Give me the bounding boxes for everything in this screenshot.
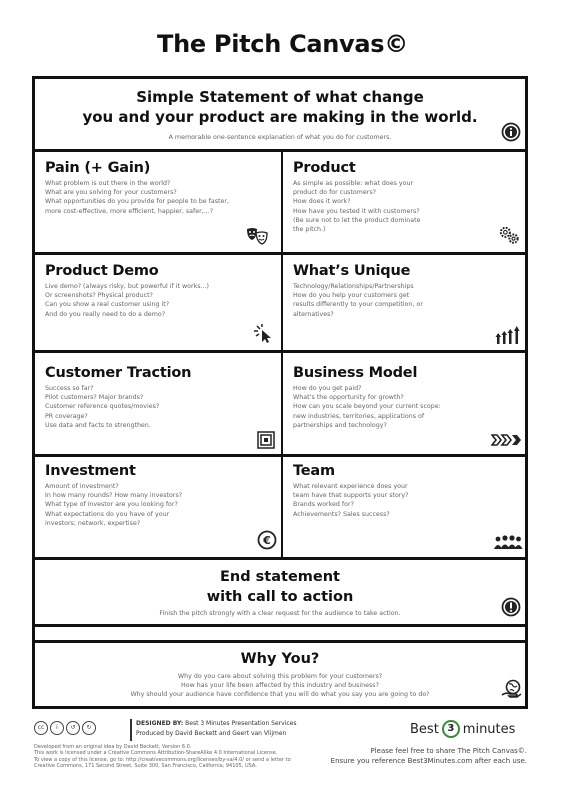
cell-title: Business Model [293,365,418,381]
divider [35,557,525,560]
footer-divider [130,719,132,741]
statement-line1: Simple Statement of what change [136,88,424,106]
cell-line: What type of investor are you looking for? [45,501,178,509]
designed-value: Best 3 Minutes Presentation Services [185,720,297,727]
gears-icon [497,225,521,245]
cell-line: What problem is out there in the world? [45,180,171,187]
cell-line: In how many rounds? How many investors? [45,492,183,500]
cell-line: What expectations do you have of your [45,510,170,518]
globe-hand-icon [501,679,523,699]
brand-logo [410,720,515,738]
why-section [35,649,525,699]
divider [35,454,525,457]
cell-title: Customer Traction [45,365,192,381]
forward-arrows-icon [491,432,523,446]
cell-line: new industries, territories, applications of [293,412,425,420]
cell-line: What are you solving for your customers? [45,189,177,197]
why-line: Why should your audience have confidence that you will do what you say you are going to do? [130,691,430,698]
cell-line: investors; network, expertise? [45,519,141,527]
license-line: This work is licensed under a Creative Commons Attribution-ShareAlike 4.0 International License. [34,750,278,757]
cell-title: Product [293,160,356,176]
share-icon: ↻ [82,721,96,735]
cell-line: alternatives? [293,310,334,318]
cell-line: Live demo? (always risky, but powerful if it works...) [45,283,209,290]
euro-coin-icon [257,530,277,550]
cell-unique [293,262,521,319]
cell-team [293,462,521,519]
cell-line: Customer reference quotes/movies? [45,403,160,411]
info-icon [501,122,521,142]
license-line: To view a copy of this license, go to: http://creativecommons.org/licenses/by-sa/4.0/ or send a letter to [34,756,291,763]
theatre-masks-icon [245,226,269,246]
exclamation-icon [501,597,521,617]
cell-line: PR coverage? [45,412,88,420]
cell-line: Amount of investment? [45,483,119,490]
column-divider [281,152,283,557]
cell-title: Product Demo [45,263,159,279]
cell-line: How do you help your customers get [293,292,410,300]
cell-title: What’s Unique [293,263,411,279]
cell-line: What relevant experience does your [293,483,408,490]
cell-line: Success so far? [45,385,94,392]
share-note [331,746,527,766]
divider [35,350,525,353]
cell-title: Team [293,463,335,479]
cell-line: How can you scale beyond your current scope: [293,403,441,411]
cell-pain [45,159,277,216]
statement-section [35,87,525,142]
why-line: Why do you care about solving this problem for your customers? [177,673,383,680]
target-square-icon [257,431,275,449]
license-line: Developed from an original idea by David Beckett, Version 6.0. [34,744,192,750]
share-line: Please feel free to share The Pitch Canvas©. [370,747,527,755]
cell-traction [45,364,277,430]
why-line: How has your life been affected by this industry and business? [181,682,379,689]
cell-line: What’s the opportunity for growth? [293,394,404,402]
cell-line: Pilot customers? Major brands? [45,394,144,402]
brand-right: minutes [462,721,516,737]
cell-line: Or screenshots? Physical product? [45,292,153,300]
statement-sub: A memorable one-sentence explanation of what you do for customers. [168,134,392,141]
cell-title: Pain (+ Gain) [45,160,151,176]
cell-business [293,364,521,430]
cell-demo [45,262,277,319]
divider [35,640,525,643]
cell-line: How does it work? [293,198,351,206]
cell-line: the pitch.) [293,226,326,234]
cell-line: Use data and facts to strengthen. [45,421,151,429]
brand-left: Best [410,721,439,737]
license-icons [34,721,96,735]
brand-number: 3 [442,720,460,738]
people-group-icon [493,534,523,550]
cell-line: What opportunities do you provide for people to be faster, [45,198,229,206]
cell-line: Can you show a real customer using it? [45,301,170,309]
cell-title: Investment [45,463,136,479]
cell-line: How do you get paid? [293,385,362,392]
designed-label: DESIGNED BY: [136,720,184,727]
divider [35,624,525,627]
cell-line: As simple as possible: what does your [293,180,414,187]
cell-line: Achievements? Sales success? [293,510,390,518]
svg-text:€: € [263,534,271,547]
why-title: Why You? [240,651,320,667]
share-line: Ensure you reference Best3Minutes.com after each use. [330,757,527,765]
canvas-frame [32,76,528,709]
cell-line: Technology/Relationships/Partnerships [293,283,414,290]
cell-line: partnerships and technology? [293,421,387,429]
sharealike-icon: ↺ [66,721,80,735]
designed-by [136,720,296,727]
divider [35,252,525,255]
end-line1: End statement [220,569,340,585]
cell-line: (Be sure not to let the product dominate [293,216,421,224]
attribution-icon: i [50,721,64,735]
cell-line: Brands worked for? [293,501,354,509]
cell-line: How have you tested it with customers? [293,207,420,215]
end-section [35,567,525,618]
cursor-click-icon [251,323,275,343]
produced-by: Produced by David Beckett and Geert van Vlijmen [136,730,287,737]
statement-line2: you and your product are making in the world. [82,108,478,126]
cell-investment [45,462,277,528]
cell-line: results differently to your competition, or [293,301,423,309]
cc-icon: cc [34,721,48,735]
cell-line: more cost-effective, more efficient, happier, safer,...? [45,207,214,215]
cell-line: team have that supports your story? [293,492,409,500]
divider [35,149,525,152]
cell-line: And do you really need to do a demo? [45,310,166,318]
license-text [34,744,291,770]
cell-product [293,159,521,234]
growth-arrows-icon [495,325,523,345]
page-title: The Pitch Canvas© [157,30,408,58]
end-sub: Finish the pitch strongly with a clear request for the audience to take action. [159,610,401,617]
license-line: Creative Commons, 171 Second Street, Suite 300, San Francisco, California, 94105, USA. [34,763,257,770]
end-line2: with call to action [206,589,354,605]
cell-line: product do for customers? [293,189,377,197]
